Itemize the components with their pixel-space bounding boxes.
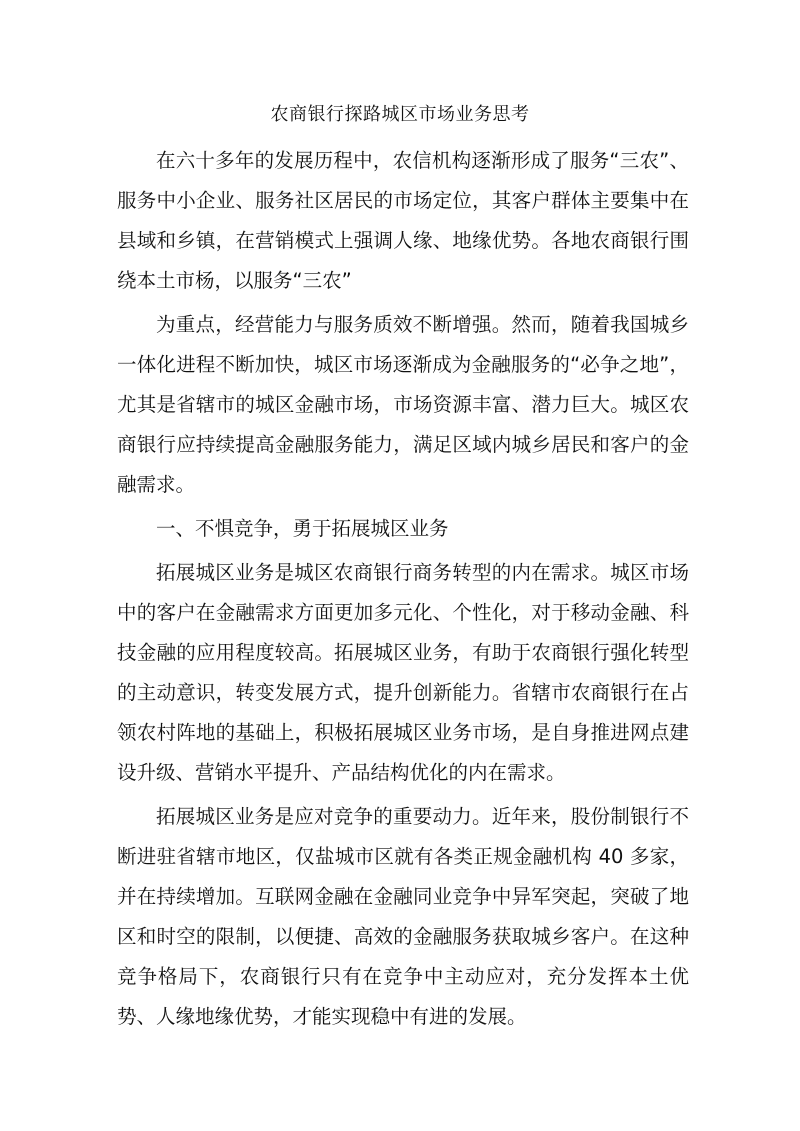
paragraph-section-2: 拓展城区业务是应对竞争的重要动力。近年来，股份制银行不断进驻省辖市地区，仅盐城市区就有各类正规金融机构 40 多家，并在持续增加。互联网金融在金融同业竞争中异军突起，突破了地区和时空的限制，以便捷、高效的金融服务获取城乡客户。在这种竞争格局下，农商银行只有在竞争中主动应对，充分发挥本土优势、人缘地缘优势，才能实现稳中有进的发展。 — [117, 805, 689, 1028]
section-heading: 一、不惧竞争，勇于拓展城区业务 — [156, 517, 449, 540]
paragraph-continuation: 为重点，经营能力与服务质效不断增强。然而，随着我国城乡一体化进程不断加快，城区市场逐渐成为金融服务的“必争之地”，尤其是省辖市的城区金融市场，市场资源丰富、潜力巨大。城区农商银行应持续提高金融服务能力，满足区域内城乡居民和客户的金融需求。 — [117, 313, 689, 496]
document-body — [117, 141, 689, 1041]
paragraph-intro: 在六十多年的发展历程中，农信机构逐渐形成了服务“三农”、服务中小企业、服务社区居民的市场定位，其客户群体主要集中在县域和乡镇，在营销模式上强调人缘、地缘优势。各地农商银行围绕本土市杨，以服务“三农” — [117, 149, 689, 292]
document-title: 农商银行探路城区市场业务思考 — [270, 104, 530, 125]
paragraph-section-1: 拓展城区业务是城区农商银行商务转型的内在需求。城区市场中的客户在金融需求方面更加多元化、个性化，对于移动金融、科技金融的应用程度较高。拓展城区业务，有助于农商银行强化转型的主动意识，转变发展方式，提升创新能力。省辖市农商银行在占领农村阵地的基础上，积极拓展城区业务市场，是自身推进网点建设升级、营销水平提升、产品结构优化的内在需求。 — [117, 561, 689, 784]
